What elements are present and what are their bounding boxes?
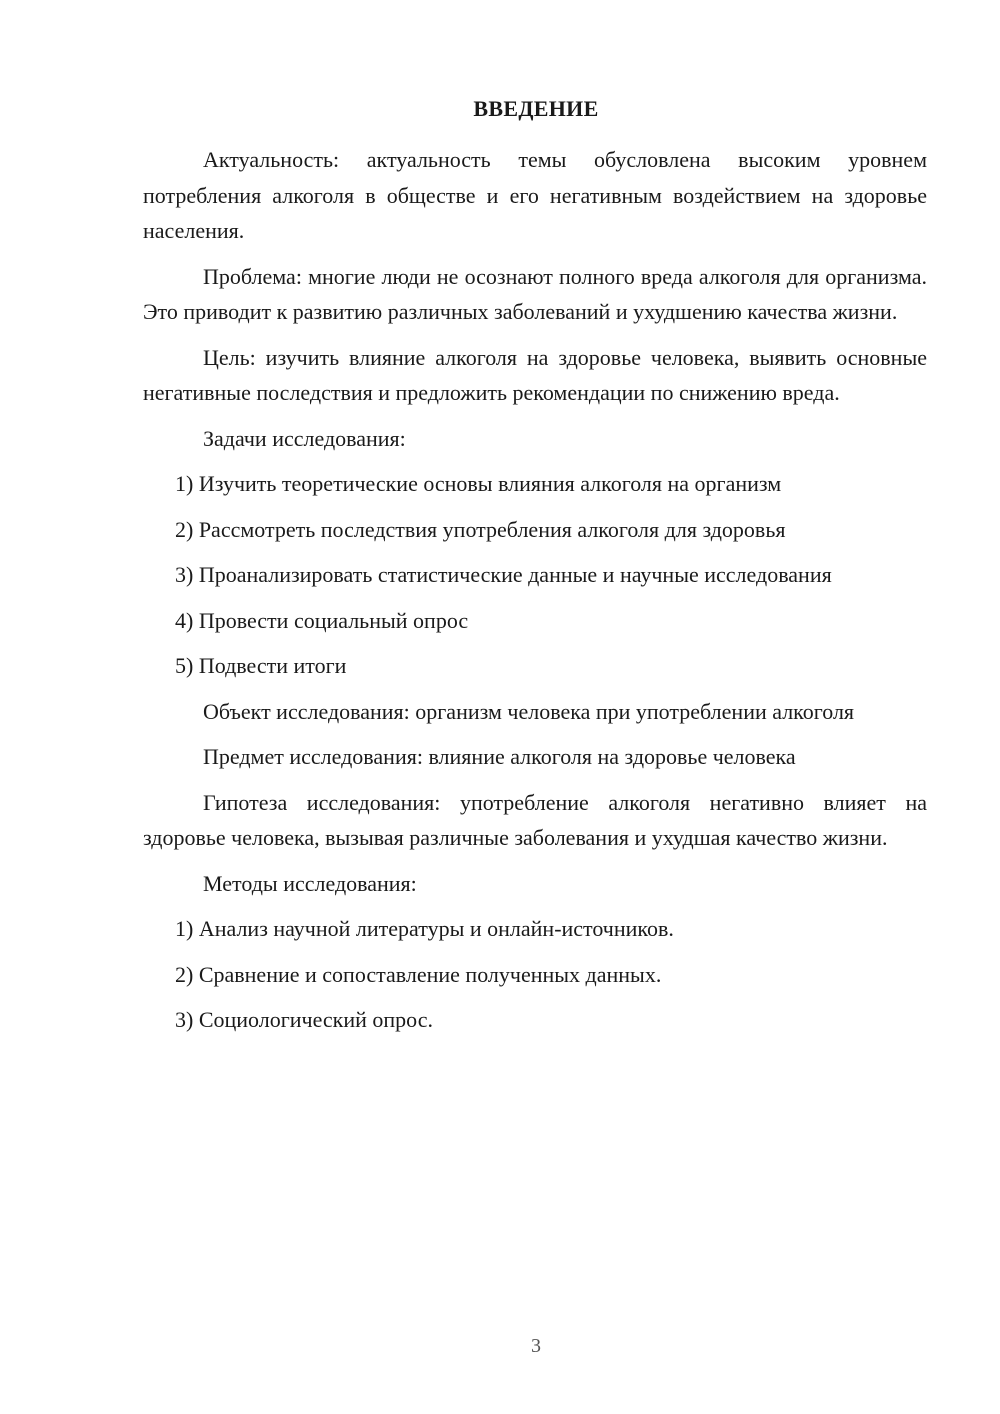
paragraph-hypothesis: Гипотеза исследования: употребление алкоголя негативно влияет на здоровье человека, вызывая различные заболевания и ухудшая качество жизни. [143,789,927,850]
methods-list [143,911,927,1038]
method-item-2: 2) Сравнение и сопоставление полученных данных. [175,961,662,987]
tasks-title: Задачи исследования: [203,425,406,451]
page-number: 3 [531,1335,541,1357]
methods-title: Методы исследования: [203,870,417,896]
paragraph-object: Объект исследования: организм человека при употреблении алкоголя [203,698,855,724]
task-item-1: 1) Изучить теоретические основы влияния алкоголя на организм [175,471,782,496]
task-item-5: 5) Подвести итоги [175,653,347,678]
task-item-4: 4) Провести социальный опрос [175,607,469,633]
task-item-3: 3) Проанализировать статистические данные и научные исследования [175,562,832,587]
method-item-1: 1) Анализ научной литературы и онлайн-источников. [175,916,674,941]
page-title: ВВЕДЕНИЕ [473,96,599,121]
task-item-2: 2) Рассмотреть последствия употребления алкоголя для здоровья [175,516,786,542]
paragraph-subject: Предмет исследования: влияние алкоголя на здоровье человека [203,744,796,769]
method-item-3: 3) Социологический опрос. [175,1007,433,1032]
tasks-list [143,466,927,684]
paragraph-problem: Проблема: многие люди не осознают полного вреда алкоголя для организма. Это приводит к развитию различных заболеваний и ухудшению качества жизни. [143,263,927,324]
paragraph-relevance: Актуальность: актуальность темы обусловлена высоким уровнем потребления алкоголя в обществе и его негативным воздействием на здоровье населения. [143,147,927,243]
document-body [143,142,927,1048]
paragraph-goal: Цель: изучить влияние алкоголя на здоровье человека, выявить основные негативные последствия и предложить рекомендации по снижению вреда. [143,344,927,405]
